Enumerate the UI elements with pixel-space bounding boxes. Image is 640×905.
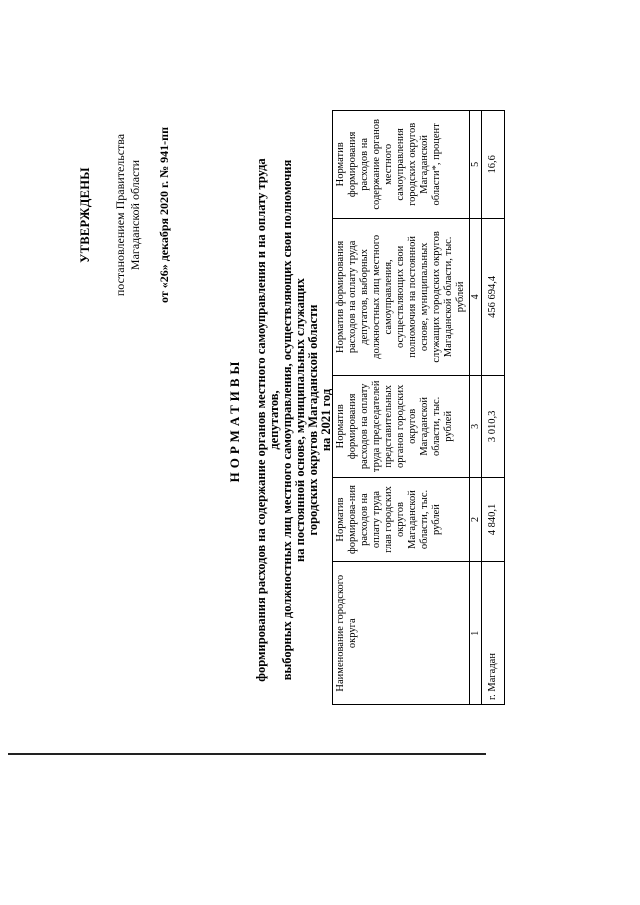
approval-header: УТВЕРЖДЕНЫ — [78, 167, 92, 263]
cell-chairs-pay: 3 010,3 — [482, 376, 505, 478]
table-header-row — [333, 111, 470, 705]
header-deputies-pay: Норматив формирования расходов на оплату труда депутатов, выборных должностных лиц местного самоуправления, осуществляющих свои полномочия на постоянной основе, муниципальных служащих городских округов Магаданской области, тыс. рублей — [333, 218, 470, 375]
column-number-row — [470, 111, 482, 705]
header-maintenance-percent: Норматив формирования расходов на содержание органов местного самоуправления городских округов Магаданской области*, процент — [333, 111, 470, 219]
col-number: 5 — [470, 111, 482, 219]
document-title — [228, 135, 333, 705]
approval-block — [78, 45, 172, 385]
page-divider-line — [8, 753, 486, 755]
cell-maintenance-percent: 16,6 — [482, 111, 505, 219]
header-chairs-pay: Норматив формирования расходов на оплату труда председателей представительных органов городских округов Магаданской области, тыс. рублей — [333, 376, 470, 478]
title-line-1: формирования расходов на содержание органов местного самоуправления и на оплату труда депутатов, — [254, 158, 281, 682]
approval-line-1: постановлением Правительства — [113, 133, 127, 297]
title-line-5: на 2021 год — [319, 388, 333, 452]
cell-deputies-pay: 456 694,4 — [482, 218, 505, 375]
title-heading: НОРМАТИВЫ — [227, 357, 242, 483]
col-number: 4 — [470, 218, 482, 375]
cell-district-name: г. Магадан — [482, 562, 505, 705]
col-number: 1 — [470, 562, 482, 705]
norms-table-wrapper — [332, 110, 505, 705]
approval-line-2: Магаданской области — [128, 159, 142, 271]
title-line-3: на постоянной основе, муниципальных служащих — [293, 278, 307, 562]
cell-heads-pay: 4 840,1 — [482, 477, 505, 562]
col-number: 3 — [470, 376, 482, 478]
header-heads-pay: Норматив формирова-ния расходов на оплату труда глав городских округов Магаданской области, тыс. рублей — [333, 477, 470, 562]
title-line-2: выборных должностных лиц местного самоуправления, осуществляющих свои полномочия — [280, 159, 294, 681]
norms-table — [332, 110, 505, 705]
header-district: Наименование городского округа — [333, 562, 470, 705]
approval-date: от «26» декабря 2020 г. № 941-пп — [157, 127, 171, 304]
table-row — [482, 111, 505, 705]
col-number: 2 — [470, 477, 482, 562]
title-line-4: городских округов Магаданской области — [306, 304, 320, 536]
